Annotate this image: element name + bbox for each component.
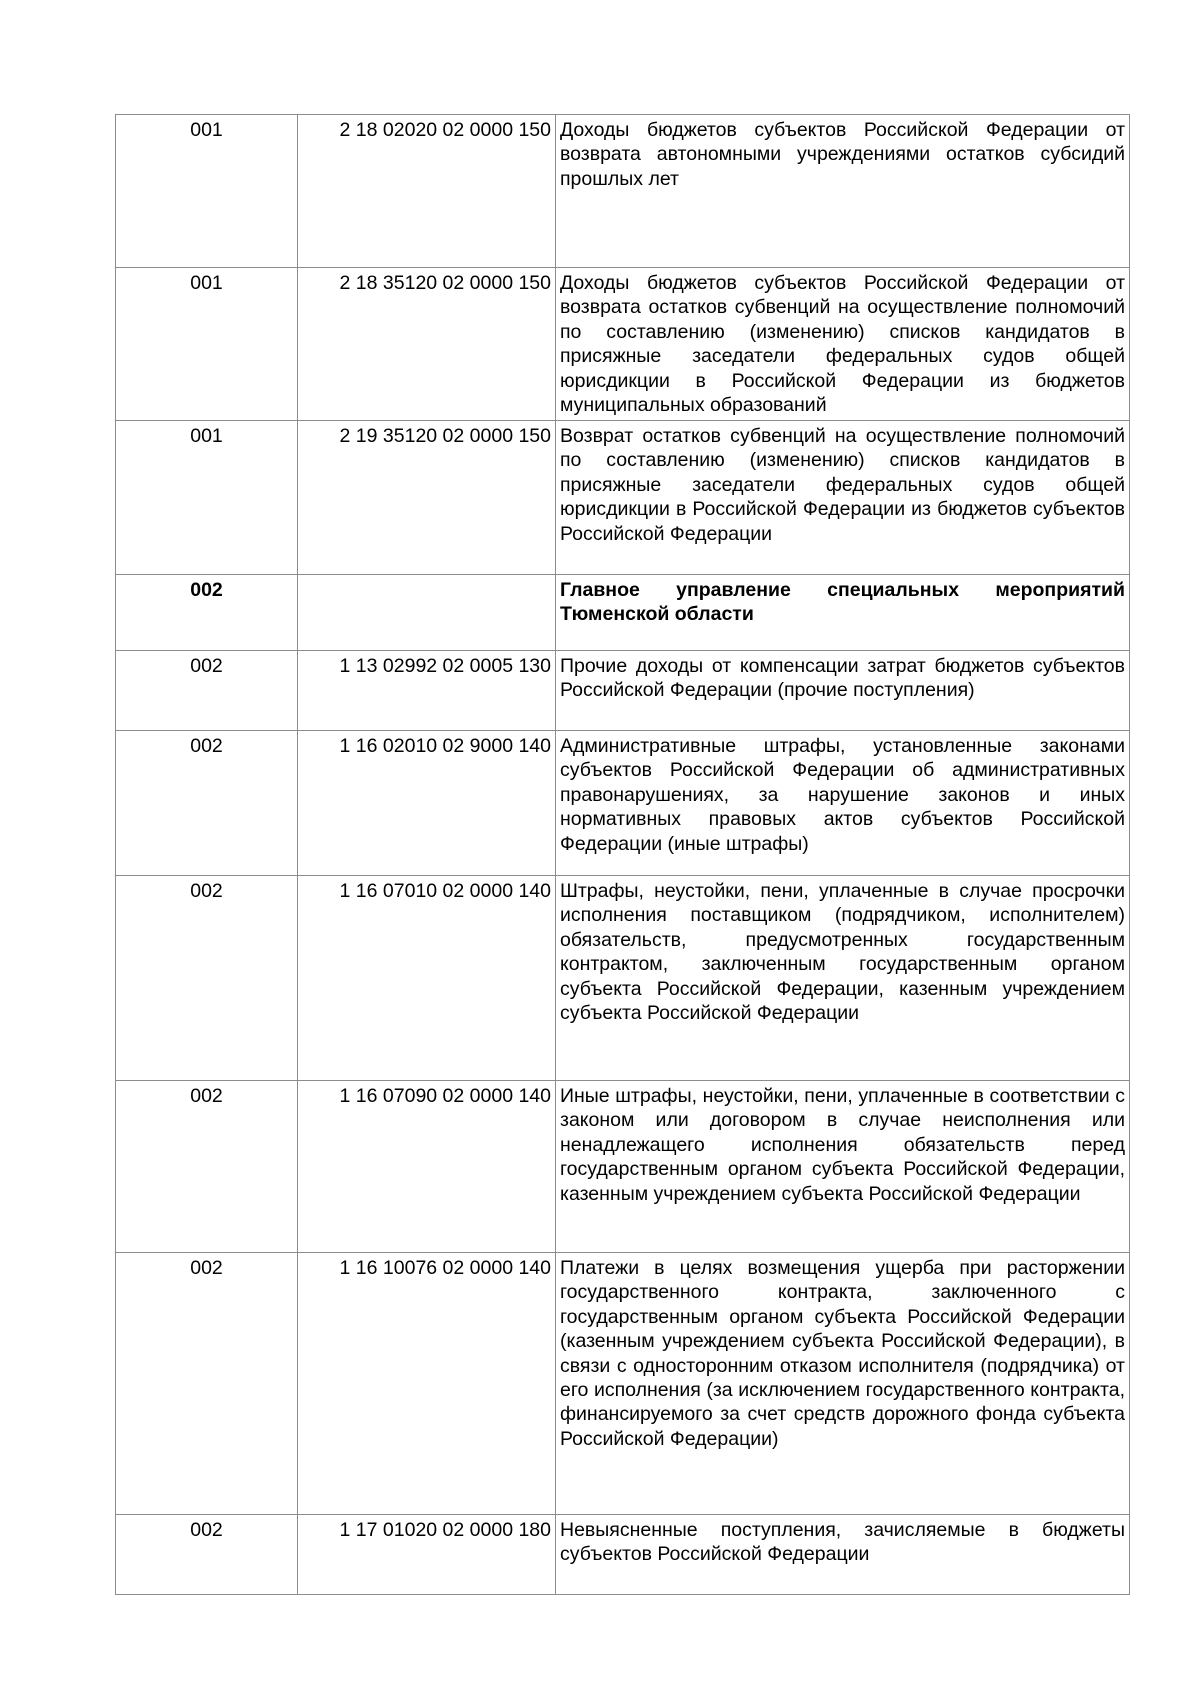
admin-code-cell: 002 (116, 1081, 298, 1253)
kbk-code-cell: 1 16 02010 02 9000 140 (298, 731, 556, 876)
kbk-code-cell: 1 13 02992 02 0005 130 (298, 651, 556, 731)
kbk-code-cell (298, 575, 556, 651)
table-row (116, 268, 1130, 421)
admin-code-cell: 002 (116, 876, 298, 1081)
revenue-description-cell: Иные штрафы, неустойки, пени, уплаченные в соответствии с законом или договором в случае неисполнения или ненадлежащего исполнения обязательств перед государственным органом субъекта Российской Федерации, казенным учреждением субъекта Российской Федерации (556, 1081, 1130, 1253)
admin-code-cell: 001 (116, 421, 298, 575)
revenue-description-cell: Доходы бюджетов субъектов Российской Федерации от возврата остатков субвенций на осуществление полномочий по составлению (изменению) списков кандидатов в присяжные заседатели федеральных судов общей юрисдикции в Российской Федерации из бюджетов муниципальных образований (556, 268, 1130, 421)
revenue-description-cell: Прочие доходы от компенсации затрат бюджетов субъектов Российской Федерации (прочие поступления) (556, 651, 1130, 731)
kbk-code-cell: 2 18 02020 02 0000 150 (298, 115, 556, 268)
table-row (116, 421, 1130, 575)
admin-code-cell: 002 (116, 575, 298, 651)
kbk-code-cell: 1 17 01020 02 0000 180 (298, 1515, 556, 1595)
revenue-description-cell: Административные штрафы, установленные законами субъектов Российской Федерации об административных правонарушениях, за нарушение законов и иных нормативных правовых актов субъектов Российской Федерации (иные штрафы) (556, 731, 1130, 876)
budget-revenue-table (115, 114, 1130, 1595)
section-title-cell: Главное управление специальных мероприятий Тюменской области (556, 575, 1130, 651)
revenue-description-cell: Штрафы, неустойки, пени, уплаченные в случае просрочки исполнения поставщиком (подрядчиком, исполнителем) обязательств, предусмотренных государственным контрактом, заключенным государственным органом субъекта Российской Федерации, казенным учреждением субъекта Российской Федерации (556, 876, 1130, 1081)
admin-code-cell: 002 (116, 731, 298, 876)
revenue-description-cell: Платежи в целях возмещения ущерба при расторжении государственного контракта, заключенного с государственным органом субъекта Российской Федерации (казенным учреждением субъекта Российской Федерации), в связи с односторонним отказом исполнителя (подрядчика) от его исполнения (за исключением государственного контракта, финансируемого за счет средств дорожного фонда субъекта Российской Федерации) (556, 1253, 1130, 1515)
admin-code-cell: 001 (116, 268, 298, 421)
table-row (116, 876, 1130, 1081)
kbk-code-cell: 2 18 35120 02 0000 150 (298, 268, 556, 421)
admin-code-cell: 001 (116, 115, 298, 268)
table-row-section-header (116, 575, 1130, 651)
kbk-code-cell: 1 16 07010 02 0000 140 (298, 876, 556, 1081)
admin-code-cell: 002 (116, 1515, 298, 1595)
table-row (116, 1515, 1130, 1595)
admin-code-cell: 002 (116, 1253, 298, 1515)
admin-code-cell: 002 (116, 651, 298, 731)
revenue-description-cell: Невыясненные поступления, зачисляемые в бюджеты субъектов Российской Федерации (556, 1515, 1130, 1595)
revenue-description-cell: Возврат остатков субвенций на осуществление полномочий по составлению (изменению) списков кандидатов в присяжные заседатели федеральных судов общей юрисдикции в Российской Федерации из бюджетов субъектов Российской Федерации (556, 421, 1130, 575)
table-row (116, 651, 1130, 731)
table-row (116, 115, 1130, 268)
kbk-code-cell: 1 16 07090 02 0000 140 (298, 1081, 556, 1253)
table-row (116, 731, 1130, 876)
table-row (116, 1081, 1130, 1253)
kbk-code-cell: 1 16 10076 02 0000 140 (298, 1253, 556, 1515)
table-row (116, 1253, 1130, 1515)
revenue-description-cell: Доходы бюджетов субъектов Российской Федерации от возврата автономными учреждениями остатков субсидий прошлых лет (556, 115, 1130, 268)
kbk-code-cell: 2 19 35120 02 0000 150 (298, 421, 556, 575)
